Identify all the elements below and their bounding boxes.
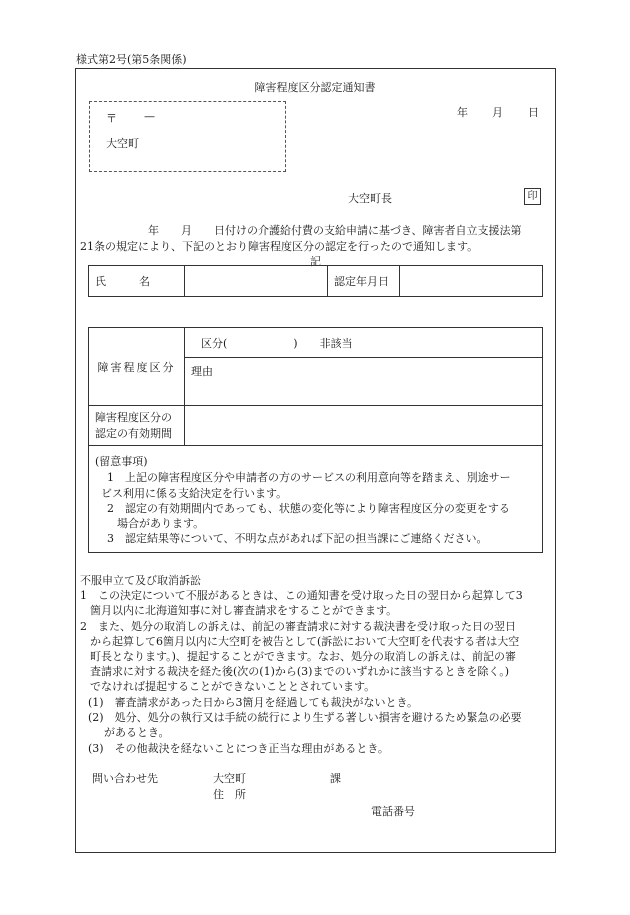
postal-mark: 〒 [106, 112, 117, 125]
contact-section: 課 [330, 772, 341, 785]
notes-heading: (留意事項) [95, 455, 148, 468]
date-month-unit: 月 [492, 106, 503, 119]
level-label-cell [89, 328, 185, 406]
objection-p2e: でなければ提起することができないこととされています。 [90, 680, 376, 693]
objection-heading: 不服申立て及び取消訴訟 [80, 574, 201, 587]
level-option-line: 区分( ) 非該当 [201, 336, 353, 350]
level-option-cell[interactable] [185, 328, 543, 358]
objection-p2a: 2 また、処分の取消しの訴えは、前記の審査請求に対する裁決書を受け取った日の翌日 [80, 620, 516, 633]
reason-label: 理由 [191, 365, 213, 378]
cert-date-label: 認定年月日 [334, 275, 389, 288]
validity-label-2: 認定の有効期間 [95, 426, 172, 440]
reason-cell[interactable] [185, 358, 543, 406]
name-value-cell[interactable] [185, 266, 328, 297]
objection-s2a: (2) 処分、処分の執行又は手続の続行により生ずる著しい損害を避けるため緊急の必要 [88, 711, 522, 724]
sender-name: 大空町長 [348, 192, 392, 205]
date-day-unit: 日 [528, 106, 539, 119]
validity-label-cell [89, 406, 185, 446]
contact-town: 大空町 [213, 772, 246, 785]
notes-box [88, 444, 543, 553]
objection-s2b: があるとき。 [104, 726, 170, 739]
objection-p2d: 査請求に対する裁決を経た後(次の(1)から(3)までのいずれかに該当するときを除く。) [90, 665, 510, 678]
contact-address-label: 住 所 [213, 788, 246, 801]
name-table [88, 265, 543, 297]
level-table [88, 327, 543, 446]
ki-mark: 記 [310, 255, 321, 268]
note-2b: 場合があります。 [117, 517, 205, 530]
name-label-cell [89, 266, 185, 297]
intro-line-2: 21条の規定により、下記のとおり障害程度区分の認定を行ったので通知します。 [80, 240, 479, 253]
intro-line-1: 年 月 日付けの介護給付費の支給申請に基づき、障害者自立支援法第 [148, 224, 522, 237]
objection-s1: (1) 審査請求があった日から3箇月を経過しても裁決がないとき。 [88, 696, 419, 709]
date-year-unit: 年 [457, 106, 468, 119]
name-label: 氏 名 [95, 275, 150, 288]
note-3: 3 認定結果等について、不明な点があれば下記の担当課にご連絡ください。 [107, 532, 488, 545]
cert-date-label-cell [328, 266, 400, 297]
contact-label: 問い合わせ先 [92, 772, 158, 785]
address-block[interactable] [89, 101, 286, 172]
objection-p2b: から起算して6箇月以内に大空町を被告として(訴訟において大空町を代表する者は大空 [90, 635, 520, 648]
address-town: 大空町 [106, 137, 139, 150]
postal-dash: — [144, 110, 155, 123]
note-1a: 1 上記の障害程度区分や申請者の方のサービスの利用意向等を踏まえ、別途サー [107, 471, 511, 484]
seal-stamp: 印 [524, 188, 541, 205]
objection-s3: (3) その他裁決を経ないことにつき正当な理由があるとき。 [88, 742, 389, 755]
note-2a: 2 認定の有効期間内であっても、状態の変化等により障害程度区分の変更をする [107, 502, 510, 515]
form-number: 様式第2号(第5条関係) [76, 53, 187, 66]
contact-phone-label: 電話番号 [371, 805, 415, 818]
validity-value-cell[interactable] [185, 406, 543, 446]
document-title: 障害程度区分認定通知書 [254, 81, 376, 94]
cert-date-value-cell[interactable] [400, 266, 543, 297]
note-1b: ビス利用に係る支給決定を行います。 [101, 487, 288, 500]
validity-label-1: 障害程度区分の [95, 410, 172, 424]
objection-p2c: 町長となります。)、提起することができます。なお、処分の取消しの訴えは、前記の審 [90, 650, 517, 663]
objection-p1b: 箇月以内に北海道知事に対し審査請求をすることができます。 [90, 604, 398, 617]
objection-p1a: 1 この決定について不服があるときは、この通知書を受け取った日の翌日から起算して3 [80, 589, 523, 602]
level-label: 障害程度区分 [97, 360, 176, 374]
